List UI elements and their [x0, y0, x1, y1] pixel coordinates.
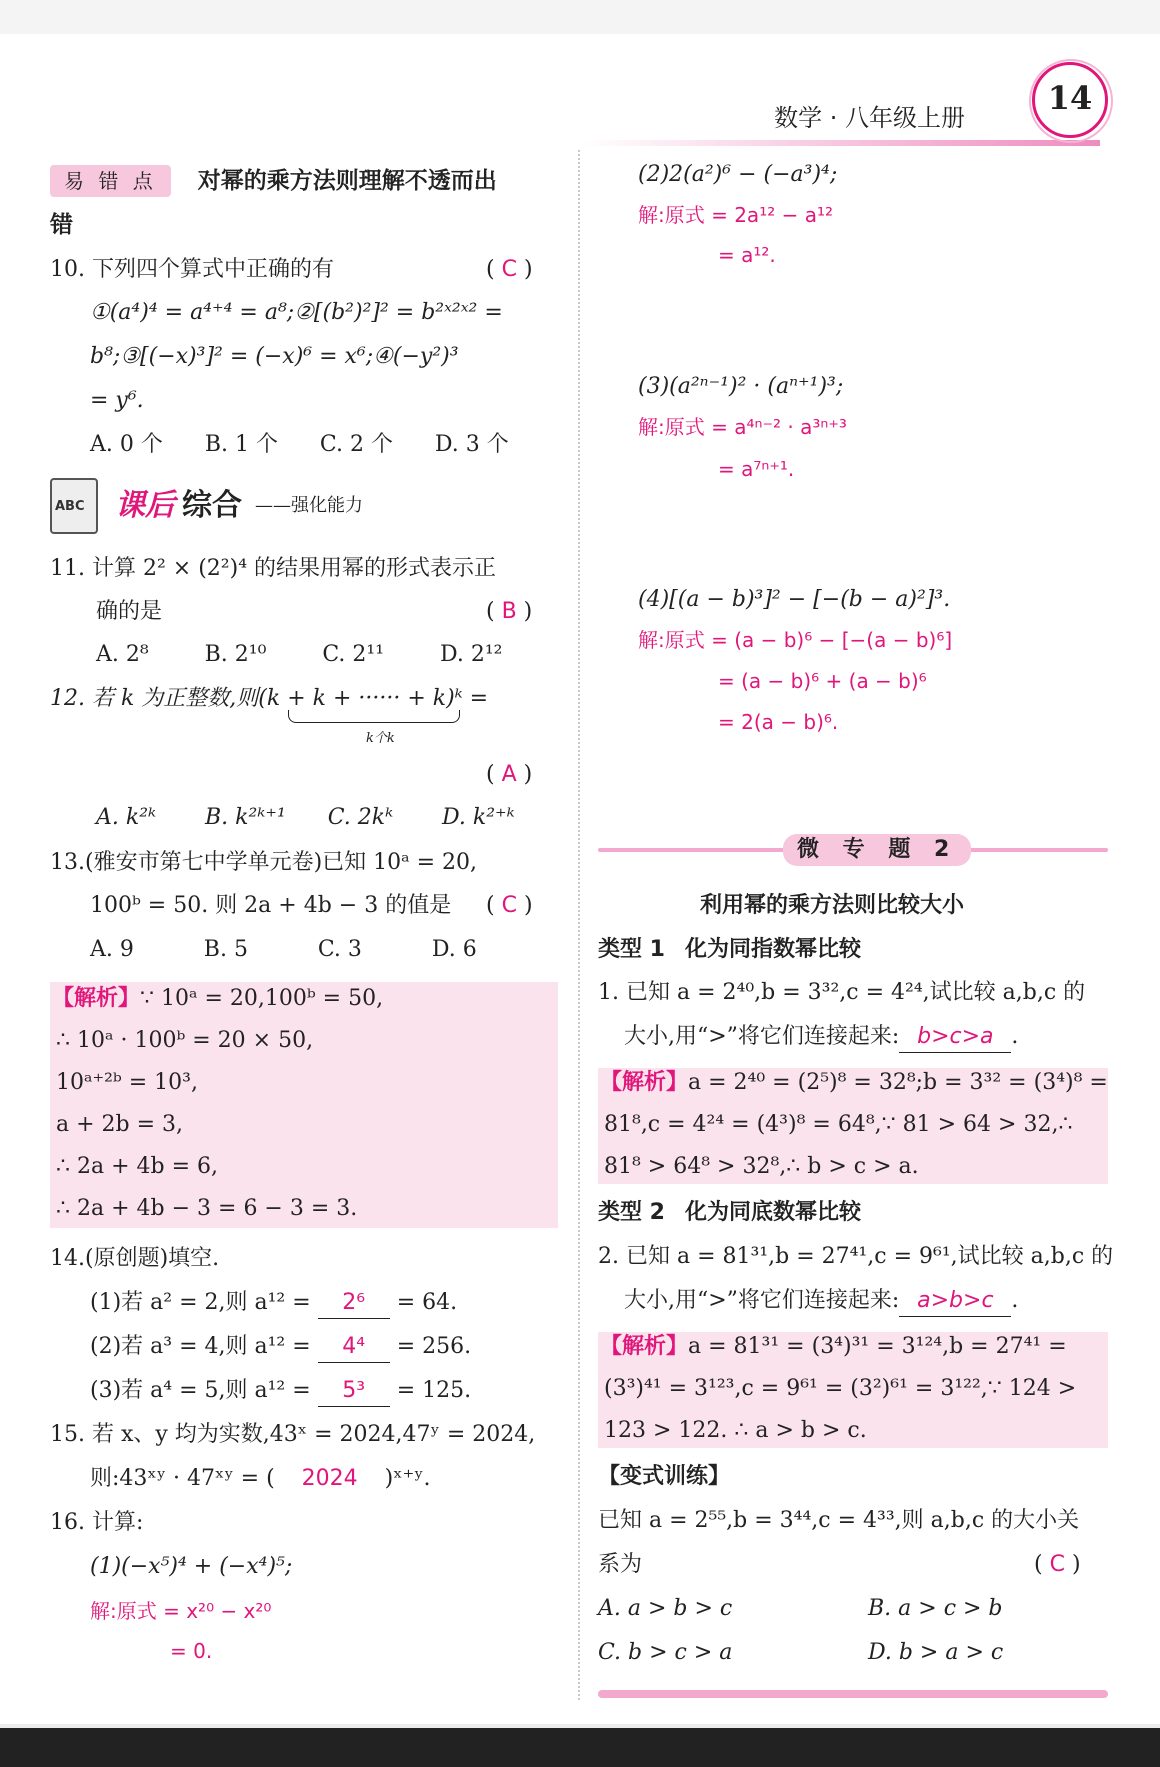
type1-title: 化为同指数幂比较	[684, 937, 861, 962]
paren-open: (	[486, 257, 495, 282]
section-end-rule	[598, 1690, 1108, 1698]
q12-options: A. k²ᵏ B. k²ᵏ⁺¹ C. 2kᵏ D. k²⁺ᵏ	[96, 805, 515, 830]
q16-part1: (1)(−x⁵)⁴ + (−x⁴)⁵;	[90, 1554, 293, 1579]
section-title-b: 综合	[182, 488, 242, 523]
section-banner	[50, 478, 420, 534]
q14-part2	[90, 1332, 471, 1363]
q10-stem	[50, 255, 334, 285]
q11-line1: 11. 计算 2² × (2²)⁴ 的结果用幂的形式表示正	[50, 556, 497, 581]
paren-close: )	[523, 257, 533, 282]
q11-answer: B	[501, 599, 517, 624]
r2-answer: a>b>c	[899, 1286, 1011, 1317]
q10-stem-text: 10. 下列四个算式中正确的有	[50, 257, 334, 282]
q14-p3-text: (3)若 a⁴ = 5,则 a¹² =	[90, 1378, 311, 1403]
q14-p2-text: (2)若 a³ = 4,则 a¹² =	[90, 1334, 311, 1359]
type2-title: 化为同底数幂比较	[684, 1200, 861, 1225]
book-icon	[50, 478, 98, 534]
column-divider	[578, 150, 580, 1700]
variant-option-d: D. b > a > c	[868, 1640, 1004, 1665]
q14-part1	[90, 1288, 457, 1319]
q12-underbrace	[288, 710, 460, 723]
bottom-bar	[0, 1728, 1160, 1767]
q15-line2-end: )ˣ⁺ʸ.	[384, 1466, 431, 1491]
q16-p2-sol1: 解:原式 = 2a¹² − a¹²	[638, 203, 833, 227]
variant-line2: 系为	[598, 1552, 643, 1577]
q15-line2-text: 则:43ˣʸ · 47ˣʸ = (	[90, 1466, 275, 1491]
book-icon-label: ABC	[55, 499, 85, 514]
r1-analysis-l3: 81⁸ > 64⁸ > 32⁸,∴ b > c > a.	[604, 1154, 919, 1179]
variant-label: 【变式训练】	[598, 1464, 731, 1489]
r1-line1: 1. 已知 a = 2⁴⁰,b = 3³²,c = 4²⁴,试比较 a,b,c 的	[598, 980, 1086, 1005]
r1-line2-end: .	[1011, 1024, 1019, 1049]
q14-p2-answer: 4⁴	[318, 1332, 390, 1363]
type2-label: 类型 2	[598, 1200, 665, 1225]
q12-line1: 12. 若 k 为正整数,则(k + k + ······ + k)ᵏ =	[50, 686, 489, 711]
q13-answer: C	[501, 893, 517, 918]
r1-analysis-l2: 81⁸,c = 4²⁴ = (4³)⁸ = 64⁸,∵ 81 > 64 > 32,∴	[604, 1112, 1073, 1137]
type2-heading	[598, 1198, 861, 1228]
error-point-title: 对幂的乘方法则理解不透而出	[197, 168, 497, 194]
q13-analysis-label: 【解析】	[52, 986, 141, 1011]
q14-p2-result: = 256.	[396, 1334, 472, 1359]
r2-analysis-l1	[600, 1332, 1067, 1362]
q14-p3-answer: 5³	[318, 1376, 390, 1407]
q16-p2-sol2: = a¹².	[718, 243, 776, 267]
q10-answer-paren	[486, 255, 533, 285]
r1-line2-text: 大小,用“>”将它们连接起来:	[624, 1024, 900, 1049]
error-point-title-cont: 错	[50, 212, 73, 238]
section-subtitle: ——强化能力	[255, 495, 363, 516]
q16-p3-sol1: 解:原式 = a⁴ⁿ⁻² · a³ⁿ⁺³	[638, 415, 847, 439]
r1-analysis-l1-text: a = 2⁴⁰ = (2⁵)⁸ = 32⁸;b = 3³² = (3⁴)⁸ =	[688, 1070, 1108, 1095]
q16-part2: (2)2(a²)⁶ − (−a³)⁴;	[638, 162, 838, 187]
variant-answer: C	[1049, 1552, 1065, 1577]
q14-p1-answer: 2⁶	[318, 1288, 390, 1319]
r2-line2-text: 大小,用“>”将它们连接起来:	[624, 1288, 900, 1313]
q16-p3-sol2: = a⁷ⁿ⁺¹.	[718, 457, 795, 481]
q14-part3	[90, 1376, 471, 1407]
q16-part4: (4)[(a − b)³]² − [−(b − a)²]³.	[638, 587, 951, 612]
q16-p4-sol2: = (a − b)⁶ + (a − b)⁶	[718, 669, 927, 693]
r1-analysis-label: 【解析】	[600, 1070, 689, 1095]
q13-analysis-box	[50, 982, 558, 1228]
micro-topic-banner	[598, 837, 1108, 862]
q10-options: A. 0 个 B. 1 个 C. 2 个 D. 3 个	[90, 432, 509, 457]
error-point-tag: 易 错 点	[50, 165, 171, 197]
q15-line1: 15. 若 x、y 均为实数,43ˣ = 2024,47ʸ = 2024,	[50, 1422, 536, 1447]
q16-p4-sol1: 解:原式 = (a − b)⁶ − [−(a − b)⁶]	[638, 628, 953, 652]
r1-analysis-l1	[600, 1068, 1108, 1098]
q13-analysis-l6: ∴ 2a + 4b − 3 = 6 − 3 = 3.	[56, 1196, 358, 1221]
micro-topic-title: 利用幂的乘方法则比较大小	[700, 893, 965, 918]
q11-answer-paren: ( B )	[486, 599, 533, 624]
q13-analysis-l3: 10ᵃ⁺²ᵇ = 10³,	[56, 1070, 198, 1095]
q14-p1-text: (1)若 a² = 2,则 a¹² =	[90, 1290, 311, 1315]
type1-label: 类型 1	[598, 937, 665, 962]
r2-analysis-l1-text: a = 81³¹ = (3⁴)³¹ = 3¹²⁴,b = 27⁴¹ =	[688, 1334, 1067, 1359]
q12-brace-label: k个k	[366, 731, 395, 746]
r2-analysis-l2: (3³)⁴¹ = 3¹²³,c = 9⁶¹ = (3²)⁶¹ = 3¹²²,∵ 124 >	[604, 1376, 1077, 1401]
variant-option-c: C. b > c > a	[598, 1640, 733, 1665]
micro-topic-label: 微 专 题 2	[783, 834, 971, 866]
q14-stem: 14.(原创题)填空.	[50, 1246, 220, 1271]
variant-option-a: A. a > b > c	[598, 1596, 733, 1621]
q14-p3-result: = 125.	[396, 1378, 472, 1403]
q10-answer: C	[501, 257, 517, 282]
q13-analysis-l1-text: ∵ 10ᵃ = 20,100ᵇ = 50,	[140, 986, 384, 1011]
q16-part3: (3)(a²ⁿ⁻¹)² · (aⁿ⁺¹)³;	[638, 374, 844, 399]
q13-analysis-l1	[52, 984, 383, 1014]
r1-answer: b>c>a	[899, 1022, 1011, 1053]
q10-line2: b⁸;③[(−x)³]² = (−x)⁶ = x⁶;④(−y²)³	[90, 344, 459, 369]
r2-line2-end: .	[1011, 1288, 1019, 1313]
q15-answer: 2024	[301, 1466, 358, 1491]
section-title-a: 课后	[115, 488, 175, 523]
q10-line1: ①(a⁴)⁴ = a⁴⁺⁴ = a⁸;②[(b²)²]² = b²ˣ²ˣ² =	[90, 300, 503, 325]
q16-sol1: 解:原式 = x²⁰ − x²⁰	[90, 1599, 272, 1623]
error-point-heading	[50, 165, 497, 197]
page-number: 14	[1032, 62, 1108, 138]
r2-line1: 2. 已知 a = 81³¹,b = 27⁴¹,c = 9⁶¹,试比较 a,b,c 的	[598, 1244, 1114, 1269]
variant-answer-paren: ( C )	[1034, 1552, 1081, 1577]
q12-answer: A	[501, 762, 517, 787]
q16-p4-sol3: = 2(a − b)⁶.	[718, 710, 839, 734]
type1-heading	[598, 935, 861, 965]
q16-stem: 16. 计算:	[50, 1510, 144, 1535]
q11-line2: 确的是	[96, 599, 163, 624]
r1-line2	[624, 1022, 1018, 1053]
q12-answer-paren: ( A )	[486, 762, 533, 787]
q13-analysis-l5: ∴ 2a + 4b = 6,	[56, 1154, 219, 1179]
q14-p1-result: = 64.	[396, 1290, 458, 1315]
variant-option-b: B. a > c > b	[868, 1596, 1003, 1621]
q13-answer-paren: ( C )	[486, 893, 533, 918]
subject-title: 数学 · 八年级上册	[774, 104, 965, 132]
q11-options: A. 2⁸ B. 2¹⁰ C. 2¹¹ D. 2¹²	[96, 642, 503, 667]
q16-sol2: = 0.	[170, 1639, 213, 1663]
q13-line2: 100ᵇ = 50. 则 2a + 4b − 3 的值是	[90, 893, 452, 918]
q13-analysis-l2: ∴ 10ᵃ · 100ᵇ = 20 × 50,	[56, 1028, 314, 1053]
q10-line3: = y⁶.	[90, 388, 144, 413]
r2-analysis-l3: 123 > 122. ∴ a > b > c.	[604, 1418, 867, 1443]
q13-line1: 13.(雅安市第七中学单元卷)已知 10ᵃ = 20,	[50, 850, 478, 875]
header-rule	[580, 140, 1100, 146]
r2-line2	[624, 1286, 1018, 1317]
q15-line2	[90, 1464, 431, 1494]
variant-line1: 已知 a = 2⁵⁵,b = 3⁴⁴,c = 4³³,则 a,b,c 的大小关	[598, 1508, 1080, 1533]
top-bar	[0, 0, 1160, 35]
q13-analysis-l4: a + 2b = 3,	[56, 1112, 184, 1137]
r2-analysis-label: 【解析】	[600, 1334, 689, 1359]
q13-options: A. 9 B. 5 C. 3 D. 6	[90, 937, 477, 962]
